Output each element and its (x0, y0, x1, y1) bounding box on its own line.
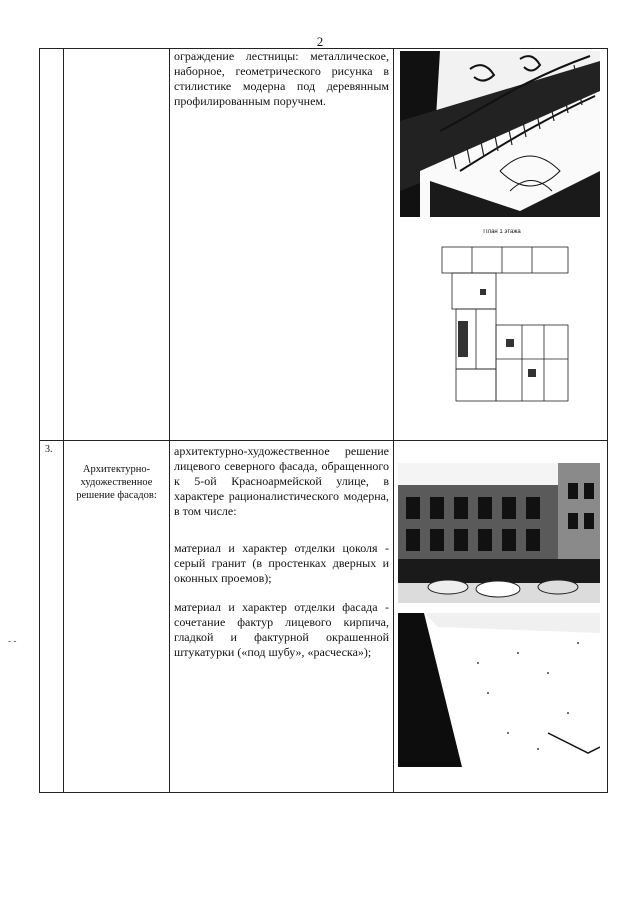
row-image-cell (394, 49, 608, 441)
wall-texture-photo (398, 613, 600, 767)
description-paragraph: материал и характер отделки цоколя - серый гранит (в простенках дверных и оконных проемов); (174, 541, 389, 585)
row-number-cell: 3. (40, 441, 64, 793)
facade-photo (398, 463, 600, 603)
table-row (40, 441, 608, 793)
row-name-cell (64, 49, 170, 441)
row-description-cell (170, 49, 394, 441)
row-description-cell (170, 441, 394, 793)
document-table (39, 48, 608, 793)
plan-title: План 1 этажа (483, 229, 521, 235)
description-paragraph: материал и характер отделки фасада - сочетание фактур лицевого кирпича, гладкой и фактурной окрашенной штукатурки («под шубу», «расческа»); (174, 600, 389, 659)
page-number: 2 (316, 34, 324, 49)
row-name-cell: Архитектурно-художественное решение фасадов: (64, 441, 170, 793)
floor-plan-drawing (432, 229, 572, 413)
description-paragraph: архитектурно-художественное решение лицевого северного фасада, обращенного к 5-ой Красноармейской улице, в характере рационалистического модерна, в том числе: (174, 444, 389, 518)
stair-railing-photo (400, 51, 600, 217)
description-paragraph: ограждение лестницы: металлическое, наборное, геометрического рисунка в стилистике модерна под деревянным профилированным поручнем. (174, 49, 389, 108)
table-row (40, 49, 608, 441)
row-image-cell (394, 441, 608, 793)
margin-mark: - - (8, 636, 17, 646)
row-number-cell (40, 49, 64, 441)
